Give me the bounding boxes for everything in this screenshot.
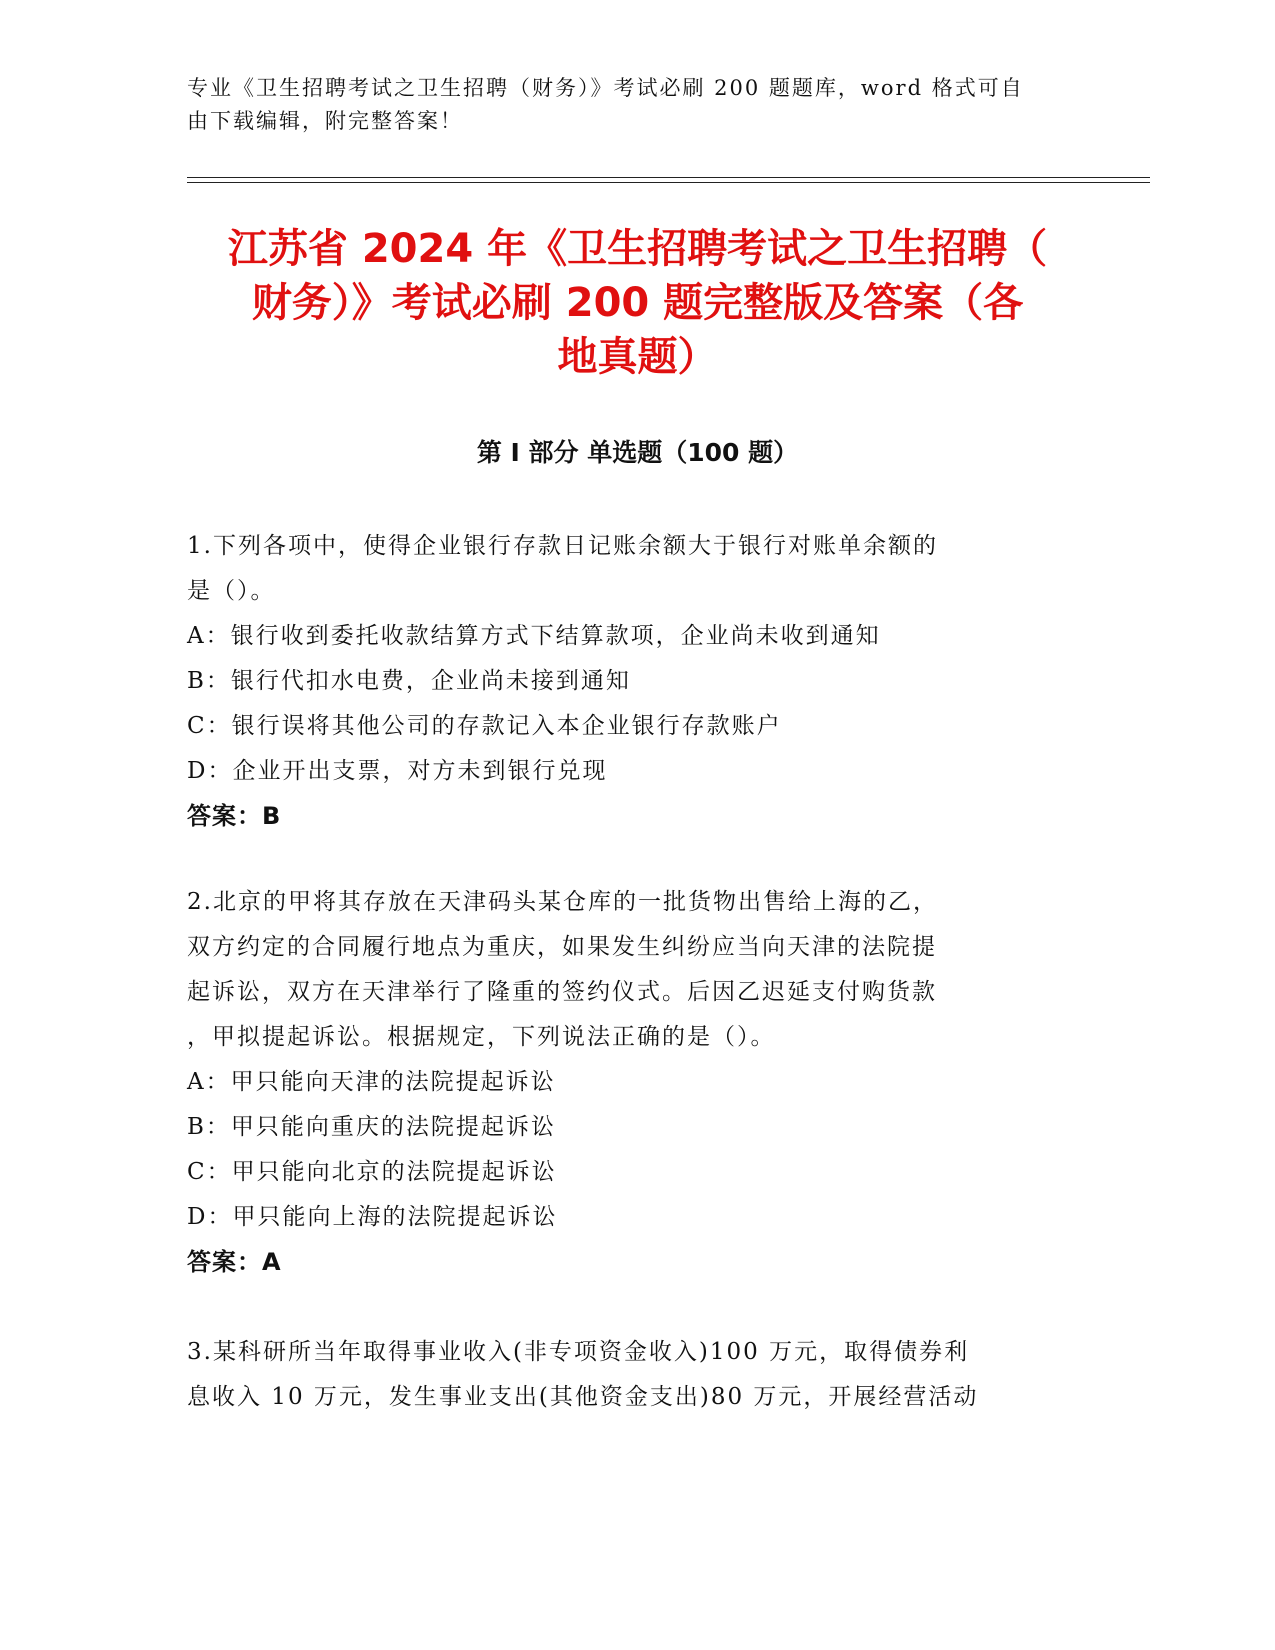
question-stem-line: ，甲拟提起诉讼。根据规定，下列说法正确的是（）。 <box>187 1024 776 1050</box>
title-line: 江苏省 2024 年《卫生招聘考试之卫生招聘（ <box>227 226 1048 272</box>
question-stem-line: 起诉讼，双方在天津举行了隆重的签约仪式。后因乙迟延支付购货款 <box>187 979 937 1005</box>
option-d: D：甲只能向上海的法院提起诉讼 <box>187 1204 558 1230</box>
header-note <box>187 72 1067 138</box>
option-c: C：银行误将其他公司的存款记入本企业银行存款账户 <box>187 713 782 739</box>
answer-line: 答案：B <box>187 802 282 830</box>
document-title <box>170 222 1105 384</box>
header-divider <box>187 177 1150 178</box>
header-note-line: 专业《卫生招聘考试之卫生招聘（财务）》考试必刷 200 题题库，word 格式可自 <box>187 76 1024 100</box>
question-stem-line: 3.某科研所当年取得事业收入(非专项资金收入)100 万元，取得债券利 <box>187 1339 970 1365</box>
option-c: C：甲只能向北京的法院提起诉讼 <box>187 1159 557 1185</box>
question-3 <box>187 1330 1087 1420</box>
option-b: B：甲只能向重庆的法院提起诉讼 <box>187 1114 556 1140</box>
option-d: D：企业开出支票，对方未到银行兑现 <box>187 758 608 784</box>
option-a: A：银行收到委托收款结算方式下结算款项，企业尚未收到通知 <box>187 623 881 649</box>
question-stem-line: 1.下列各项中，使得企业银行存款日记账余额大于银行对账单余额的 <box>187 533 938 559</box>
question-stem-line: 息收入 10 万元，发生事业支出(其他资金支出)80 万元，开展经营活动 <box>187 1384 979 1410</box>
title-line: 地真题） <box>557 334 718 380</box>
question-2 <box>187 880 1087 1285</box>
question-1 <box>187 524 1087 839</box>
option-b: B：银行代扣水电费，企业尚未接到通知 <box>187 668 631 694</box>
question-stem-line: 双方约定的合同履行地点为重庆，如果发生纠纷应当向天津的法院提 <box>187 934 937 960</box>
question-stem-line: 是（）。 <box>187 578 276 604</box>
section-heading: 第 I 部分 单选题（100 题） <box>476 438 799 467</box>
header-divider <box>187 182 1150 183</box>
option-a: A：甲只能向天津的法院提起诉讼 <box>187 1069 556 1095</box>
header-note-line: 由下载编辑，附完整答案！ <box>187 109 463 133</box>
title-line: 财务）》考试必刷 200 题完整版及答案（各 <box>251 280 1024 326</box>
question-stem-line: 2.北京的甲将其存放在天津码头某仓库的一批货物出售给上海的乙， <box>187 889 938 915</box>
answer-line: 答案：A <box>187 1248 282 1276</box>
